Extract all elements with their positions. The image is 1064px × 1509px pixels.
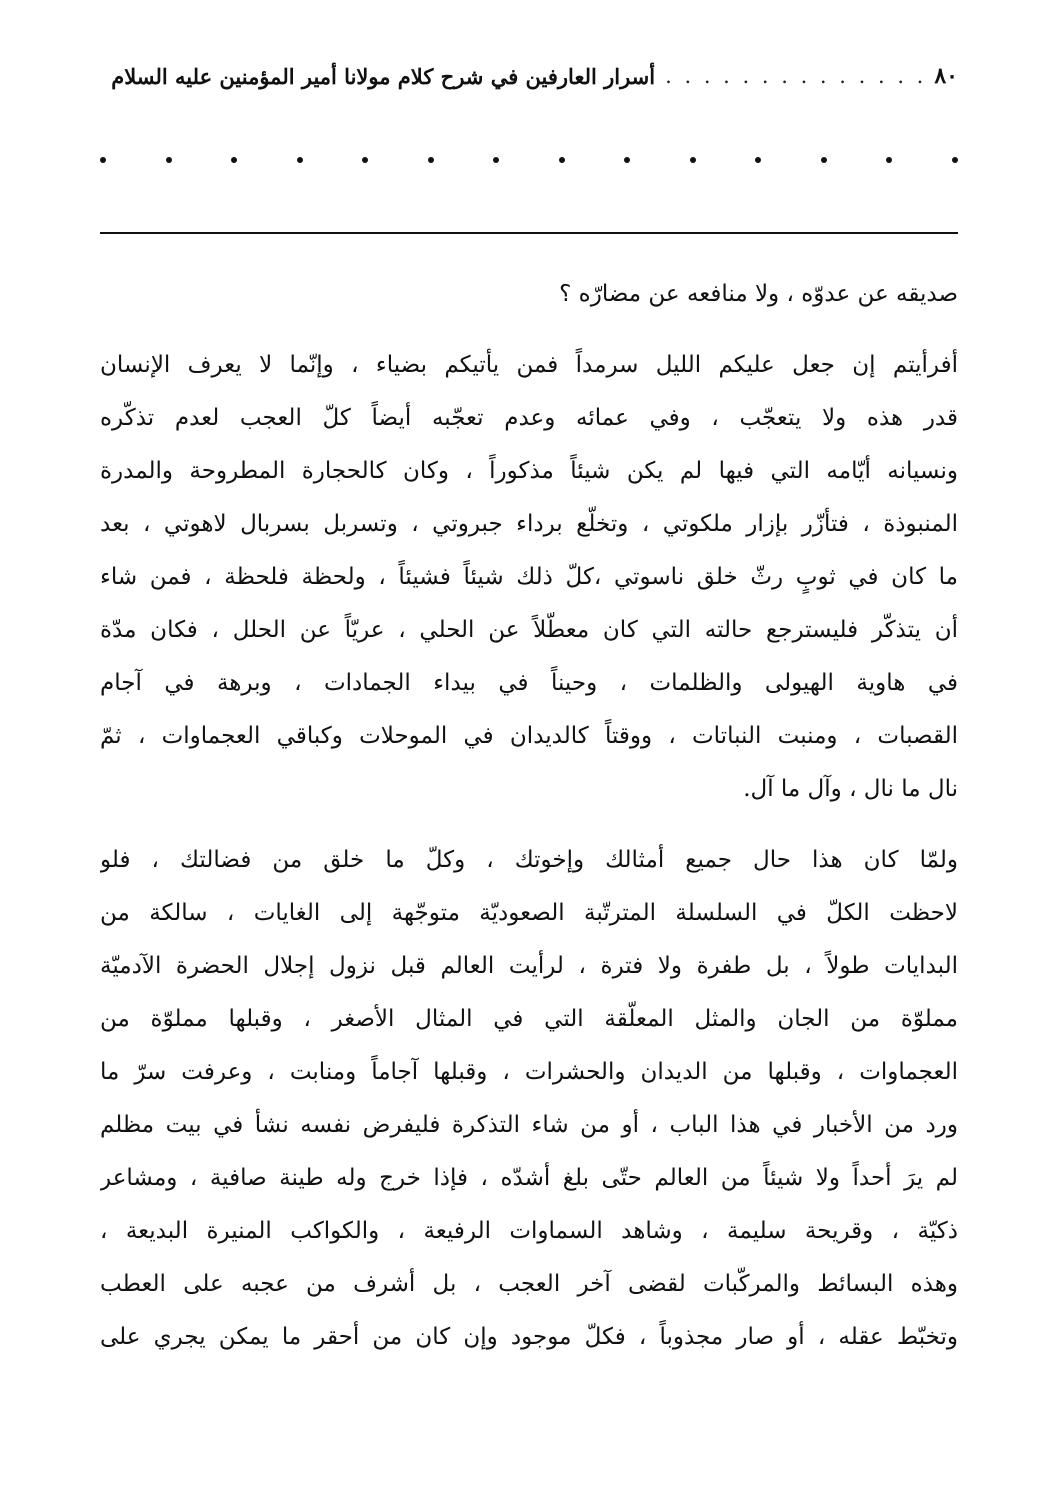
text-line: ولمّا كان هذا حال جميع أمثالك وإخوتك ، وكلّ ما خلق من فضالتك ، فلو xyxy=(100,847,958,873)
text-line: نال ما نال ، وآل ما آل. xyxy=(743,776,958,802)
text-line: قدر هذه ولا يتعجّب ، وفي عمائه وعدم تعجّبه أيضاً كلّ العجب لعدم تذكّره xyxy=(100,405,958,431)
text-line: القصبات ، ومنبت النباتات ، ووقتاً كالديدان في الموحلات وكباقي العجماوات ، ثمّ xyxy=(100,723,958,749)
text-line: صديقه عن عدوّه ، ولا منافعه عن مضارّه ؟ xyxy=(559,281,958,307)
ornament-dot xyxy=(821,157,827,163)
ornament-dot xyxy=(428,157,434,163)
text-line: ورد من الأخبار في هذا الباب ، أو من شاء التذكرة فليفرض نفسه نشأ في بيت مظلم xyxy=(100,1112,958,1138)
ornament-dot-row xyxy=(100,142,958,178)
ornament-dot xyxy=(231,157,237,163)
text-line: ونسيانه أيّامه التي فيها لم يكن شيئاً مذكوراً ، وكان كالحجارة المطروحة والمدرة xyxy=(100,458,958,484)
text-line: وتخبّط عقله ، أو صار مجذوباً ، فكلّ موجود وإن كان من أحقر ما يمكن يجري على xyxy=(100,1324,958,1350)
ornament-dot xyxy=(297,157,303,163)
text-line: مملوّة من الجان والمثل المعلّقة التي في المثال الأصغر ، وقبلها مملوّة من xyxy=(100,1006,958,1032)
text-line: أن يتذكّر فليسترجع حالته التي كان معطّلاً عن الحلي ، عريّاً عن الحلل ، فكان مدّة xyxy=(100,617,958,643)
text-line: البدايات طولاً ، بل طفرة ولا فترة ، لرأيت العالم قبل نزول إجلال الحضرة الآدميّة xyxy=(100,953,958,979)
ornament-dot xyxy=(362,157,368,163)
ornament-dot xyxy=(624,157,630,163)
text-line: ذكيّة ، وقريحة سليمة ، وشاهد السماوات الرفيعة ، والكواكب المنيرة البديعة ، xyxy=(100,1218,958,1244)
text-line: العجماوات ، وقبلها من الديدان والحشرات ، وقبلها آجاماً ومنابت ، وعرفت سرّ ما xyxy=(100,1059,958,1085)
text-line: أفرأيتم إن جعل عليكم الليل سرمداً فمن يأتيكم بضياء ، وإنّما لا يعرف الإنسان xyxy=(100,352,958,378)
page-number: ٨٠ xyxy=(934,63,958,89)
paragraph-gap xyxy=(100,816,958,834)
header-leader-dots: . . . . . . . . . . . . . . xyxy=(665,64,927,88)
text-line: لاحظت الكلّ في السلسلة المترتّبة الصعوديّة متوجّهة إلى الغايات ، سالكة من xyxy=(100,900,958,926)
ornament-dot xyxy=(559,157,565,163)
ornament-dot xyxy=(493,157,499,163)
text-line: في هاوية الهيولى والظلمات ، وحيناً في بيداء الجمادات ، وبرهة في آجام xyxy=(100,670,958,696)
body-text xyxy=(100,268,958,1364)
text-line: وهذه البسائط والمركّبات لقضى آخر العجب ، بل أشرف من عجبه على العطب xyxy=(100,1271,958,1297)
ornament-dot xyxy=(755,157,761,163)
ornament-dot xyxy=(100,157,106,163)
running-header xyxy=(100,52,958,100)
running-title: أسرار العارفين في شرح كلام مولانا أمير المؤمنين عليه السلام xyxy=(111,63,656,89)
text-line: لم يرَ أحداً ولا شيئاً من العالم حتّى بلغ أشدّه ، فإذا خرج وله طينة صافية ، ومشاعر xyxy=(100,1165,958,1191)
ornament-dot xyxy=(886,157,892,163)
paragraph xyxy=(100,339,958,816)
paragraph-gap xyxy=(100,321,958,339)
text-line: المنبوذة ، فتأزّر بإزار ملكوتي ، وتخلّع برداء جبروتي ، وتسربل بسربال لاهوتي ، بعد xyxy=(100,511,958,537)
header-rule xyxy=(100,232,958,234)
ornament-dot xyxy=(166,157,172,163)
text-line: ما كان في ثوبٍ رثّ خلق ناسوتي ،كلّ ذلك شيئاً فشيئاً ، ولحظة فلحظة ، فمن شاء xyxy=(100,564,958,590)
paragraph xyxy=(100,268,958,321)
ornament-dot xyxy=(690,157,696,163)
paragraph xyxy=(100,834,958,1364)
ornament-dot xyxy=(952,157,958,163)
